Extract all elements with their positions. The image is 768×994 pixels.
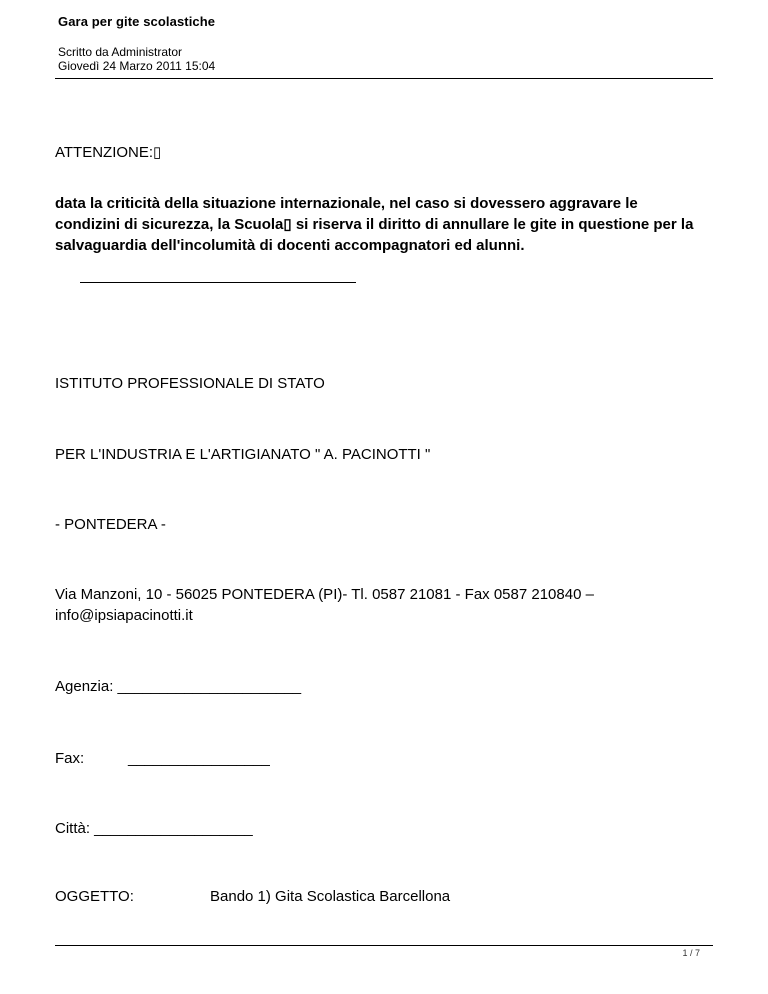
school-name-line2: PER L'INDUSTRIA E L'ARTIGIANATO " A. PACINOTTI " (55, 446, 431, 463)
header-divider (55, 78, 713, 79)
page-number: 1 / 7 (682, 948, 700, 958)
school-name-line1: ISTITUTO PROFESSIONALE DI STATO (55, 375, 325, 392)
oggetto-label: OGGETTO: (55, 888, 134, 905)
separator-line (80, 282, 356, 283)
fax-label: Fax: (55, 750, 85, 767)
school-address: Via Manzoni, 10 - 56025 PONTEDERA (PI)- Tl. 0587 21081 - Fax 0587 210840 – info@ipsiapacinotti.it (55, 586, 594, 624)
article-title: Gara per gite scolastiche (58, 14, 216, 29)
citta-field: Città: ___________________ (55, 820, 253, 837)
agenzia-field: Agenzia: ______________________ (55, 678, 302, 695)
school-city: - PONTEDERA - (55, 516, 166, 533)
article-author: Scritto da Administrator (58, 45, 183, 59)
article-date: Giovedì 24 Marzo 2011 15:04 (58, 59, 216, 73)
warning-text: data la criticità della situazione internazionale, nel caso si dovessero aggravare le condizini di sicurezza, la Scuola▯ si riserva il diritto di annullare le gite in questione per la salvaguardia dell'incolumità di docenti accompagnatori ed alunni. (55, 195, 694, 254)
footer-divider (55, 945, 713, 946)
oggetto-value: Bando 1) Gita Scolastica Barcellona (210, 888, 451, 905)
warning-heading: ATTENZIONE:▯ (55, 144, 162, 161)
fax-blank: _________________ (128, 750, 270, 767)
